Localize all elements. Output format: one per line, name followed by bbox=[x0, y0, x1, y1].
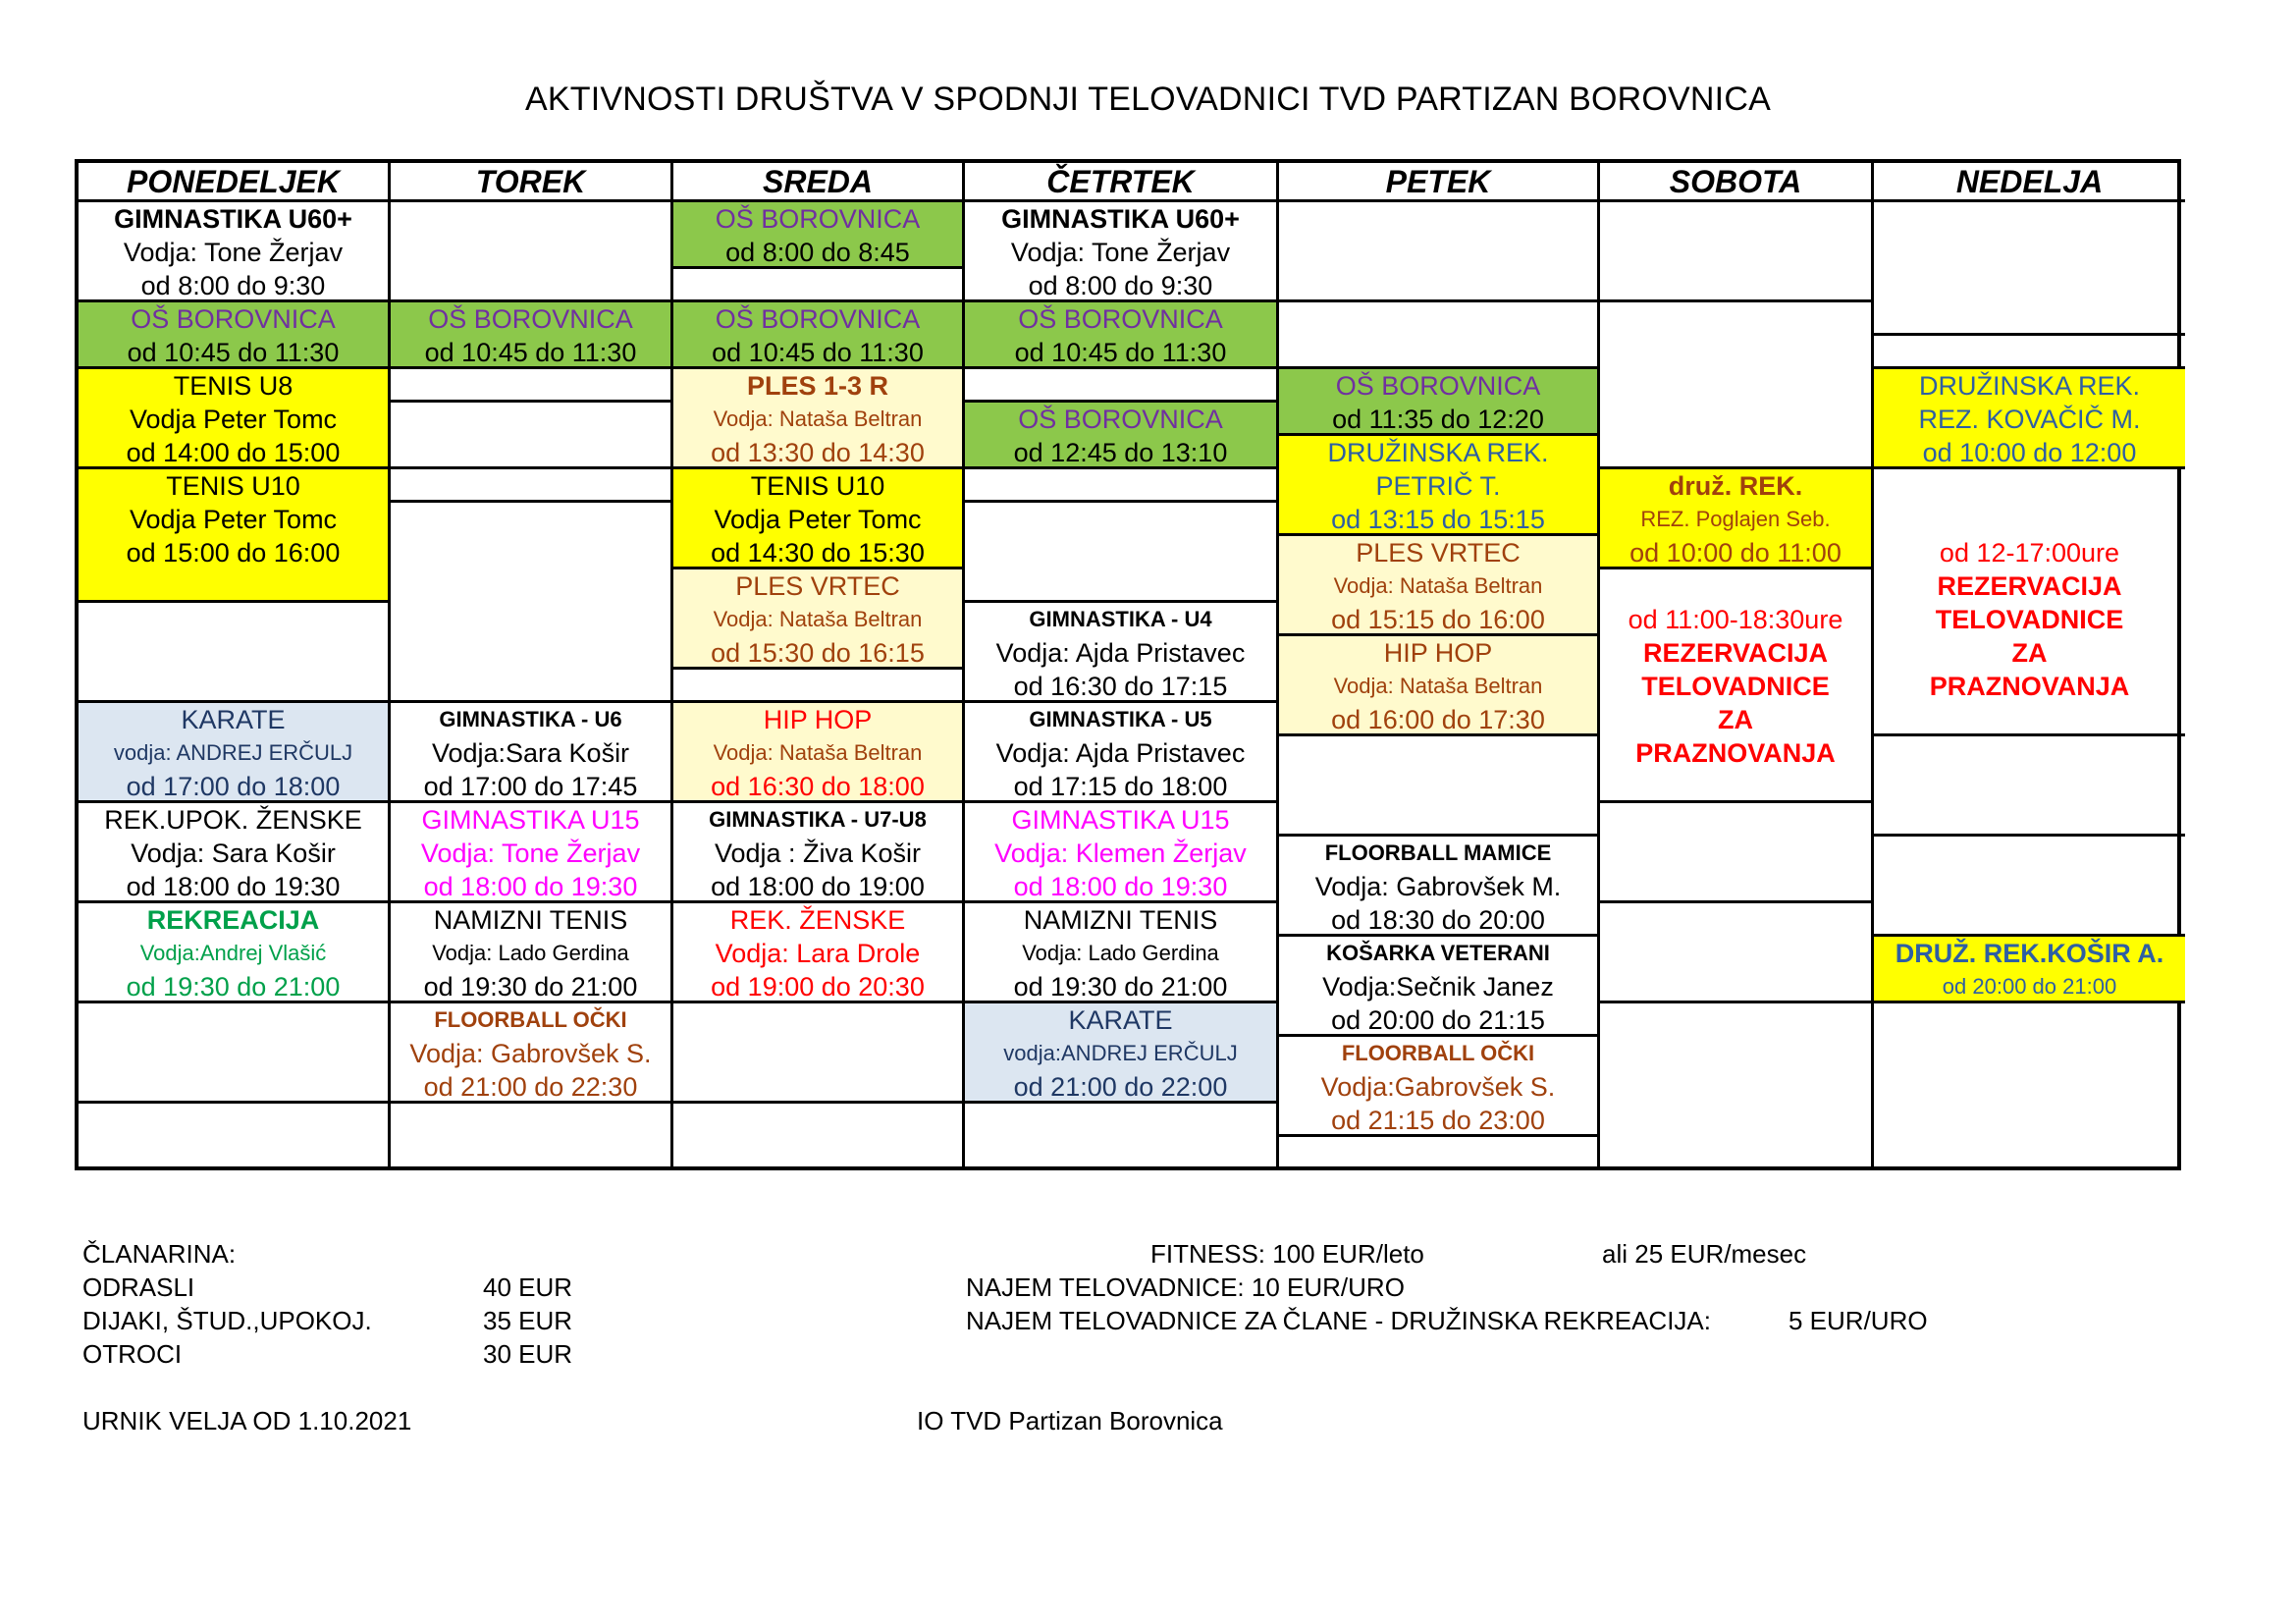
day-header-mon: PONEDELJEK bbox=[79, 163, 391, 202]
sun-empty-3 bbox=[1874, 736, 2185, 837]
day-header-wed: SREDA bbox=[673, 163, 965, 202]
thu-gimnastika-u15: GIMNASTIKA U15 Vodja: Klemen Žerjav od 18:00 do 19:30 bbox=[965, 803, 1279, 903]
mon-karate: KARATE vodja: ANDREJ ERČULJ od 17:00 do 18:00 bbox=[79, 703, 391, 803]
sat-empty-2 bbox=[1600, 302, 1874, 469]
fri-floorball-ocki: FLOORBALL OČKI Vodja:Gabrovšek S. od 21:15 do 23:00 bbox=[1279, 1037, 1600, 1137]
wed-os-borovnica-2: OŠ BOROVNICA od 10:45 do 11:30 bbox=[673, 302, 965, 369]
day-header-thu: ČETRTEK bbox=[965, 163, 1279, 202]
fri-floorball-mamice: FLOORBALL MAMICE Vodja: Gabrovšek M. od 18:30 do 20:00 bbox=[1279, 837, 1600, 937]
sun-empty-5 bbox=[1874, 1003, 2185, 1170]
fitness-price: FITNESS: 100 EUR/leto bbox=[1150, 1239, 1424, 1269]
day-header-fri: PETEK bbox=[1279, 163, 1600, 202]
fri-kosarka-veterani: KOŠARKA VETERANI Vodja:Sečnik Janez od 20:00 do 21:15 bbox=[1279, 937, 1600, 1037]
thu-gimnastika-u60: GIMNASTIKA U60+ Vodja: Tone Žerjav od 8:00 do 9:30 bbox=[965, 202, 1279, 302]
tue-gimnastika-u6: GIMNASTIKA - U6 Vodja:Sara Košir od 17:00 do 17:45 bbox=[391, 703, 673, 803]
day-header-sat: SOBOTA bbox=[1600, 163, 1874, 202]
schedule-table bbox=[75, 159, 2181, 1170]
wed-empty-1 bbox=[673, 269, 965, 302]
io-signature: IO TVD Partizan Borovnica bbox=[917, 1406, 1223, 1435]
wed-ples-1-3: PLES 1-3 R Vodja: Nataša Beltran od 13:30 do 14:30 bbox=[673, 369, 965, 469]
najem-clani-price: 5 EUR/URO bbox=[1789, 1306, 1928, 1335]
wed-gimnastika-u7-u8: GIMNASTIKA - U7-U8 Vodja : Živa Košir od 18:00 do 19:00 bbox=[673, 803, 965, 903]
thu-empty-3 bbox=[965, 503, 1279, 603]
wed-hip-hop: HIP HOP Vodja: Nataša Beltran od 16:30 do 18:00 bbox=[673, 703, 965, 803]
wed-rek-zenske: REK. ŽENSKE Vodja: Lara Drole od 19:00 do 20:30 bbox=[673, 903, 965, 1003]
day-header-tue: TOREK bbox=[391, 163, 673, 202]
tue-empty-3 bbox=[391, 403, 673, 469]
thu-empty-4 bbox=[965, 1104, 1279, 1170]
najem-price: NAJEM TELOVADNICE: 10 EUR/URO bbox=[966, 1272, 1405, 1302]
mon-rek-upok: REK.UPOK. ŽENSKE Vodja: Sara Košir od 18:00 do 19:30 bbox=[79, 803, 391, 903]
odrasli-price: 40 EUR bbox=[483, 1272, 573, 1302]
sat-empty-5 bbox=[1600, 1003, 1874, 1170]
tue-empty-4 bbox=[391, 469, 673, 503]
fri-empty-3 bbox=[1279, 736, 1600, 837]
thu-karate: KARATE vodja:ANDREJ ERČULJ od 21:00 do 22:00 bbox=[965, 1003, 1279, 1104]
mon-rekreacija: REKREACIJA Vodja:Andrej Vlašić od 19:30 do 21:00 bbox=[79, 903, 391, 1003]
fitness-month: ali 25 EUR/mesec bbox=[1602, 1239, 1807, 1269]
thu-os-borovnica-2: OŠ BOROVNICA od 12:45 do 13:10 bbox=[965, 403, 1279, 469]
thu-empty-2 bbox=[965, 469, 1279, 503]
fri-ples-vrtec: PLES VRTEC Vodja: Nataša Beltran od 15:15 do 16:00 bbox=[1279, 536, 1600, 636]
tue-empty-2 bbox=[391, 369, 673, 403]
wed-empty-2 bbox=[673, 670, 965, 703]
fri-druzinska-rek: DRUŽINSKA REK. PETRIČ T. od 13:15 do 15:15 bbox=[1279, 436, 1600, 536]
dijaki-label: DIJAKI, ŠTUD.,UPOKOJ. bbox=[82, 1306, 372, 1335]
sat-druz-rek: druž. REK. REZ. Poglajen Seb. od 10:00 do 11:00 bbox=[1600, 469, 1874, 569]
thu-gimnastika-u5: GIMNASTIKA - U5 Vodja: Ajda Pristavec od 17:15 do 18:00 bbox=[965, 703, 1279, 803]
mon-gimnastika-u60: GIMNASTIKA U60+ Vodja: Tone Žerjav od 8:00 do 9:30 bbox=[79, 202, 391, 302]
sun-empty-4 bbox=[1874, 837, 2185, 937]
day-header-sun: NEDELJA bbox=[1874, 163, 2185, 202]
fri-empty-4 bbox=[1279, 1137, 1600, 1170]
urnik-velja: URNIK VELJA OD 1.10.2021 bbox=[82, 1406, 412, 1435]
tue-floorball-ocki: FLOORBALL OČKI Vodja: Gabrovšek S. od 21:00 do 22:30 bbox=[391, 1003, 673, 1104]
wed-tenis-u10: TENIS U10 Vodja Peter Tomc od 14:30 do 15:30 bbox=[673, 469, 965, 569]
mon-tenis-u10: TENIS U10 Vodja Peter Tomc od 15:00 do 16:00 bbox=[79, 469, 391, 603]
wed-ples-vrtec: PLES VRTEC Vodja: Nataša Beltran od 15:30 do 16:15 bbox=[673, 569, 965, 670]
thu-gimnastika-u4: GIMNASTIKA - U4 Vodja: Ajda Pristavec od 16:30 do 17:15 bbox=[965, 603, 1279, 703]
fri-hip-hop: HIP HOP Vodja: Nataša Beltran od 16:00 do 17:30 bbox=[1279, 636, 1600, 736]
sat-empty-3 bbox=[1600, 803, 1874, 903]
tue-gimnastika-u15: GIMNASTIKA U15 Vodja: Tone Žerjav od 18:00 do 19:30 bbox=[391, 803, 673, 903]
mon-empty-3 bbox=[79, 1104, 391, 1170]
mon-tenis-u8: TENIS U8 Vodja Peter Tomc od 14:00 do 15:00 bbox=[79, 369, 391, 469]
odrasli-label: ODRASLI bbox=[82, 1272, 195, 1302]
sat-empty-4 bbox=[1600, 903, 1874, 1003]
sun-druz-rek-kosir: DRUŽ. REK.KOŠIR A. od 20:00 do 21:00 bbox=[1874, 937, 2185, 1003]
najem-clani-label: NAJEM TELOVADNICE ZA ČLANE - DRUŽINSKA REKREACIJA: bbox=[966, 1306, 1711, 1335]
dijaki-price: 35 EUR bbox=[483, 1306, 573, 1335]
tue-empty-6 bbox=[391, 1104, 673, 1170]
fri-os-borovnica: OŠ BOROVNICA od 11:35 do 12:20 bbox=[1279, 369, 1600, 436]
mon-empty-1 bbox=[79, 603, 391, 703]
thu-os-borovnica-1: OŠ BOROVNICA od 10:45 do 11:30 bbox=[965, 302, 1279, 369]
page-title: AKTIVNOSTI DRUŠTVA V SPODNJI TELOVADNICI TVD PARTIZAN BOROVNICA bbox=[525, 81, 1771, 118]
mon-os-borovnica: OŠ BOROVNICA od 10:45 do 11:30 bbox=[79, 302, 391, 369]
fri-empty-2 bbox=[1279, 302, 1600, 369]
wed-empty-3 bbox=[673, 1003, 965, 1104]
wed-os-borovnica-1: OŠ BOROVNICA od 8:00 do 8:45 bbox=[673, 202, 965, 269]
thu-empty-1 bbox=[965, 369, 1279, 403]
sun-empty-1 bbox=[1874, 202, 2185, 336]
tue-os-borovnica: OŠ BOROVNICA od 10:45 do 11:30 bbox=[391, 302, 673, 369]
wed-empty-4 bbox=[673, 1104, 965, 1170]
tue-empty-1 bbox=[391, 202, 673, 302]
tue-empty-5 bbox=[391, 503, 673, 703]
sun-rezervacija: od 12-17:00ure REZERVACIJA TELOVADNICE ZA PRAZNOVANJA bbox=[1874, 469, 2185, 736]
sun-empty-2 bbox=[1874, 336, 2185, 369]
otroci-label: OTROCI bbox=[82, 1339, 183, 1369]
mon-empty-2 bbox=[79, 1003, 391, 1104]
tue-namizni-tenis: NAMIZNI TENIS Vodja: Lado Gerdina od 19:30 do 21:00 bbox=[391, 903, 673, 1003]
sun-druzinska-rek: DRUŽINSKA REK. REZ. KOVAČIČ M. od 10:00 do 12:00 bbox=[1874, 369, 2185, 469]
sat-rezervacija: od 11:00-18:30ure REZERVACIJA TELOVADNICE ZA PRAZNOVANJA bbox=[1600, 569, 1874, 803]
clanarina-label: ČLANARINA: bbox=[82, 1239, 237, 1269]
fri-empty-1 bbox=[1279, 202, 1600, 302]
otroci-price: 30 EUR bbox=[483, 1339, 573, 1369]
thu-namizni-tenis: NAMIZNI TENIS Vodja: Lado Gerdina od 19:30 do 21:00 bbox=[965, 903, 1279, 1003]
sat-empty-1 bbox=[1600, 202, 1874, 302]
